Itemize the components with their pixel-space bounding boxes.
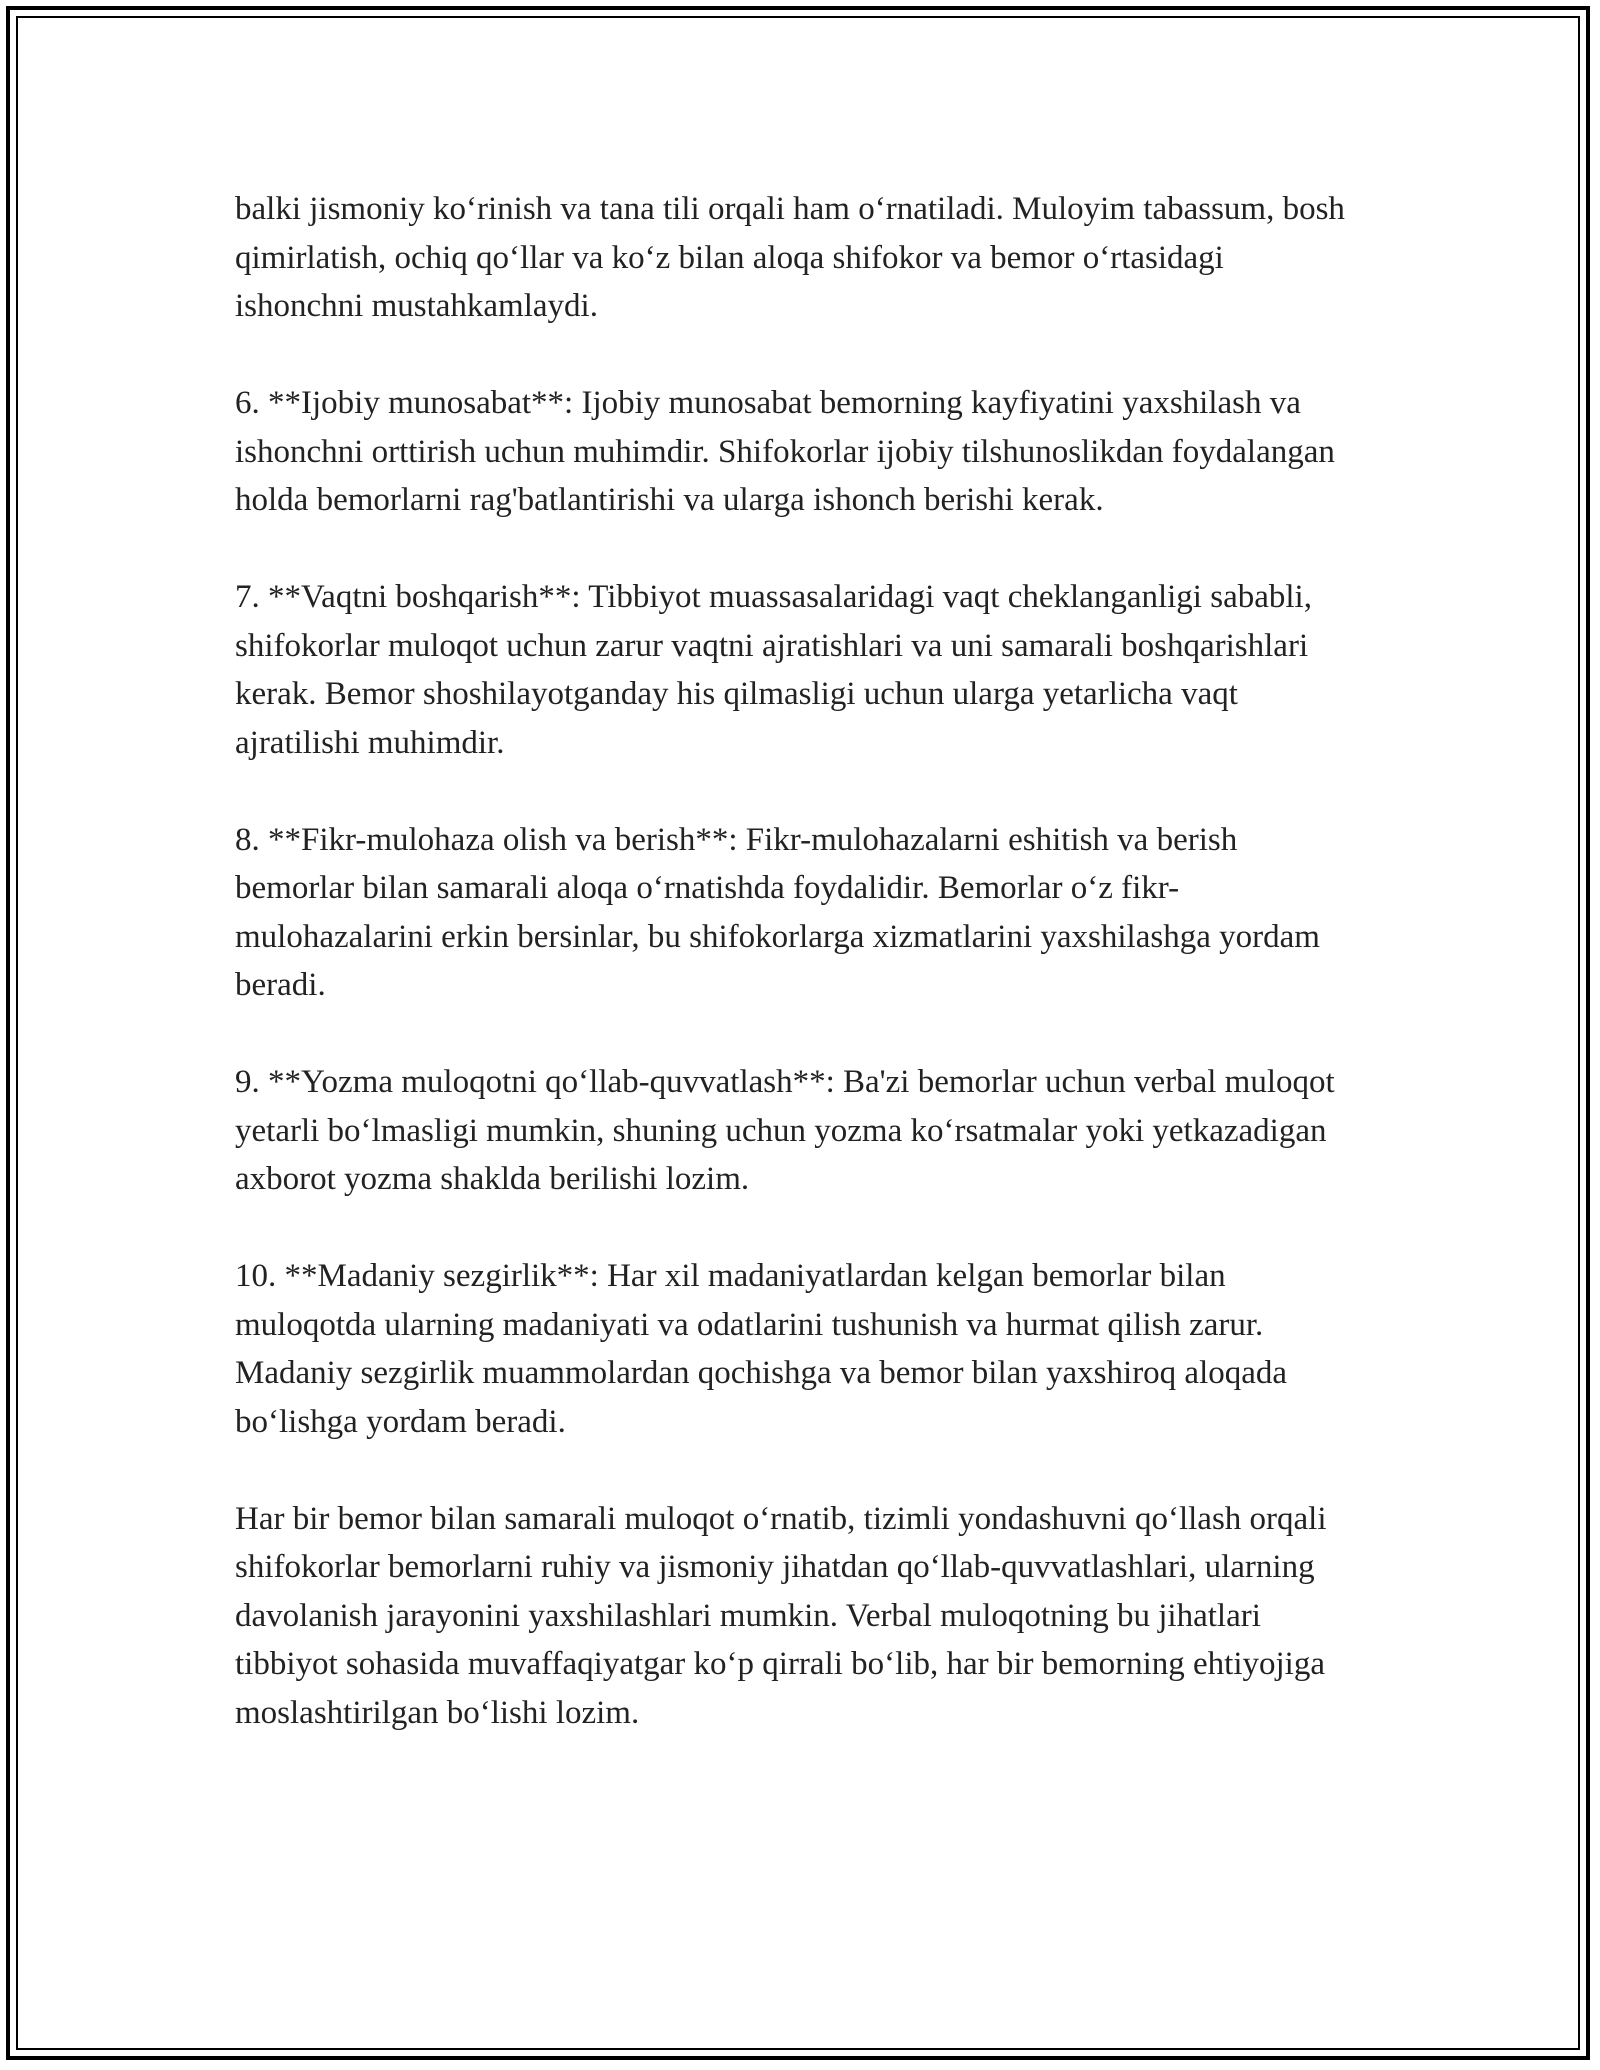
paragraph-conclusion: Har bir bemor bilan samarali muloqot o‘rnatib, tizimli yondashuvni qo‘llash orqali shifokorlar bemorlarni ruhiy va jismoniy jihatdan qo‘llab-quvvatlashlari, ularning davolanish jarayonini yaxshilashlari mumkin. Verbal muloqotning bu jihatlari tibbiyot sohasida muvaffaqiyatgar ko‘p qirrali bo‘lib, har bir bemorning ehtiyojiga moslashtirilgan bo‘lishi lozim. <box>235 1500 1327 1731</box>
paragraph-item-10: 10. **Madaniy sezgirlik**: Har xil madaniyatlardan kelgan bemorlar bilan muloqotda ularning madaniyati va odatlarini tushunish va hurmat qilish zarur. Madaniy sezgirlik muammolardan qochishga va bemor bilan yaxshiroq aloqada bo‘lishga yordam beradi. <box>235 1258 1288 1440</box>
paragraph-intro-continuation: balki jismoniy ko‘rinish va tana tili orqali ham o‘rnatiladi. Muloyim tabassum, bosh qimirlatish, ochiq qo‘llar va ko‘z bilan aloqa shifokor va bemor o‘rtasidagi ishonchni mustahkamlaydi. <box>235 191 1345 324</box>
paragraph-item-9: 9. **Yozma muloqotni qo‘llab-quvvatlash**: Ba'zi bemorlar uchun verbal muloqot yetarli bo‘lmasligi mumkin, shuning uchun yozma ko‘rsatmalar yoki yetkazadigan axborot yozma shaklda berilishi lozim. <box>235 1064 1335 1197</box>
paragraph-item-7: 7. **Vaqtni boshqarish**: Tibbiyot muassasalaridagi vaqt cheklanganligi sababli, shifokorlar muloqot uchun zarur vaqtni ajratishlari va uni samarali boshqarishlari kerak. Bemor shoshilayotganday his qilmasligi uchun ularga yetarlicha vaqt ajratilishi muhimdir. <box>235 579 1312 761</box>
document-body <box>235 185 1360 1737</box>
paragraph-item-8: 8. **Fikr-mulohaza olish va berish**: Fikr-mulohazalarni eshitish va berish bemorlar bilan samarali aloqa o‘rnatishda foydalidir. Bemorlar o‘z fikr-mulohazalarini erkin bersinlar, bu shifokorlarga xizmatlarini yaxshilashga yordam beradi. <box>235 821 1320 1003</box>
paragraph-item-6: 6. **Ijobiy munosabat**: Ijobiy munosabat bemorning kayfiyatini yaxshilash va ishonchni orttirish uchun muhimdir. Shifokorlar ijobiy tilshunoslikdan foydalangan holda bemorlarni rag'batlantirishi va ularga ishonch berishi kerak. <box>235 385 1335 518</box>
